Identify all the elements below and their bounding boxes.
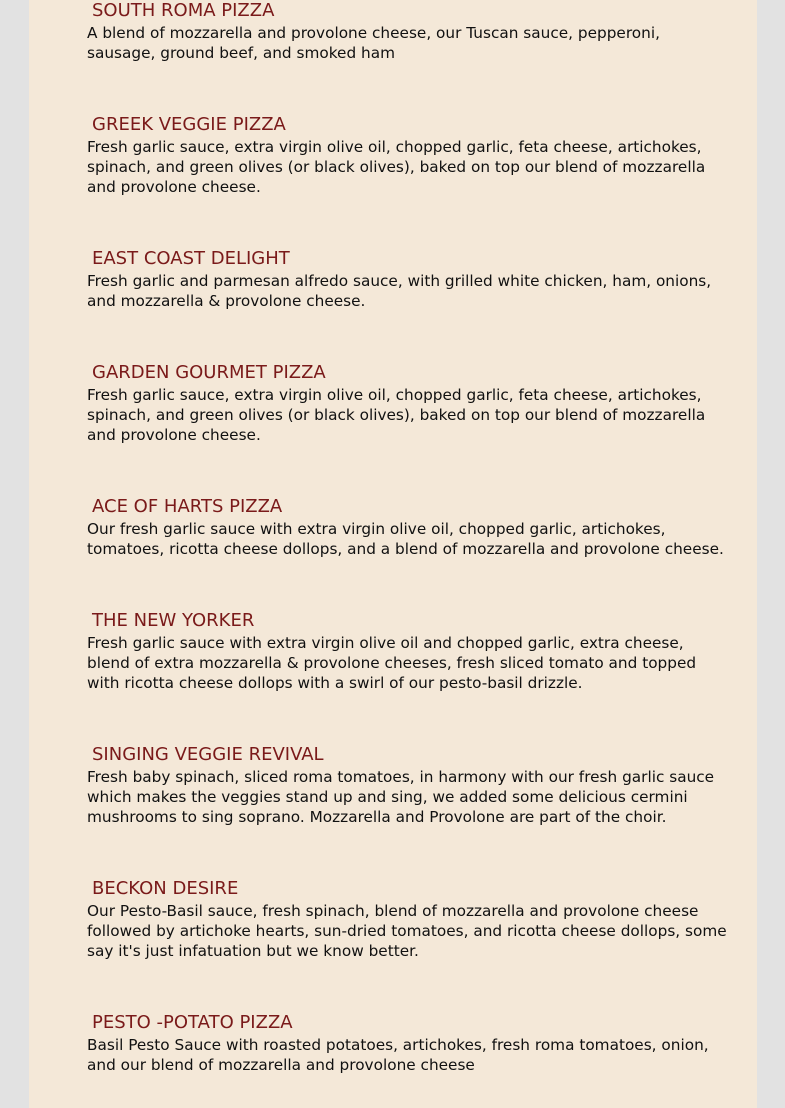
menu-item-name: EAST COAST DELIGHT — [92, 248, 290, 269]
menu-item — [87, 496, 727, 559]
menu-item-name: PESTO -POTATO PIZZA — [92, 1012, 293, 1033]
menu-item-description: Our Pesto-Basil sauce, fresh spinach, blend of mozzarella and provolone cheese followed by artichoke hearts, sun-dried tomatoes, and ricotta cheese dollops, some say it's just infatuation but we know better. — [87, 902, 727, 960]
menu-item — [87, 114, 727, 197]
menu-item-description: Fresh garlic and parmesan alfredo sauce, with grilled white chicken, ham, onions, and mozzarella & provolone cheese. — [87, 272, 712, 310]
menu-item — [87, 362, 727, 445]
menu-item-description: Fresh garlic sauce with extra virgin olive oil and chopped garlic, extra cheese, blend of extra mozzarella & provolone cheeses, fresh sliced tomato and topped with ricotta cheese dollops with a swirl of our pesto-basil drizzle. — [87, 634, 697, 692]
menu-item-name: GREEK VEGGIE PIZZA — [92, 114, 286, 135]
menu-item-name: SOUTH ROMA PIZZA — [92, 0, 275, 21]
menu-item-description: Fresh baby spinach, sliced roma tomatoes, in harmony with our fresh garlic sauce which makes the veggies stand up and sing, we added some delicious cermini mushrooms to sing soprano. Mozzarella and Provolone are part of the choir. — [87, 768, 715, 826]
menu-item — [87, 610, 727, 693]
menu-item-name: THE NEW YORKER — [92, 610, 255, 631]
menu-item — [87, 1012, 727, 1075]
menu-item-description: Fresh garlic sauce, extra virgin olive oil, chopped garlic, feta cheese, artichokes, spinach, and green olives (or black olives), baked on top our blend of mozzarella and provolone cheese. — [87, 138, 706, 196]
menu-item-name: ACE OF HARTS PIZZA — [92, 496, 283, 517]
menu-item-name: BECKON DESIRE — [92, 878, 239, 899]
menu-page — [29, 0, 757, 1108]
menu-item-description: A blend of mozzarella and provolone cheese, our Tuscan sauce, pepperoni, sausage, ground beef, and smoked ham — [87, 24, 660, 62]
menu-item — [87, 744, 727, 827]
menu-item-description: Basil Pesto Sauce with roasted potatoes, artichokes, fresh roma tomatoes, onion, and our blend of mozzarella and provolone cheese — [87, 1036, 709, 1074]
menu-item — [87, 0, 727, 63]
menu-item-description: Our fresh garlic sauce with extra virgin olive oil, chopped garlic, artichokes, tomatoes, ricotta cheese dollops, and a blend of mozzarella and provolone cheese. — [87, 520, 724, 558]
menu-item — [87, 248, 727, 311]
menu-item-name: SINGING VEGGIE REVIVAL — [92, 744, 324, 765]
menu-item-name: GARDEN GOURMET PIZZA — [92, 362, 326, 383]
menu-item-description: Fresh garlic sauce, extra virgin olive oil, chopped garlic, feta cheese, artichokes, spinach, and green olives (or black olives), baked on top our blend of mozzarella and provolone cheese. — [87, 386, 706, 444]
menu-item — [87, 878, 727, 961]
